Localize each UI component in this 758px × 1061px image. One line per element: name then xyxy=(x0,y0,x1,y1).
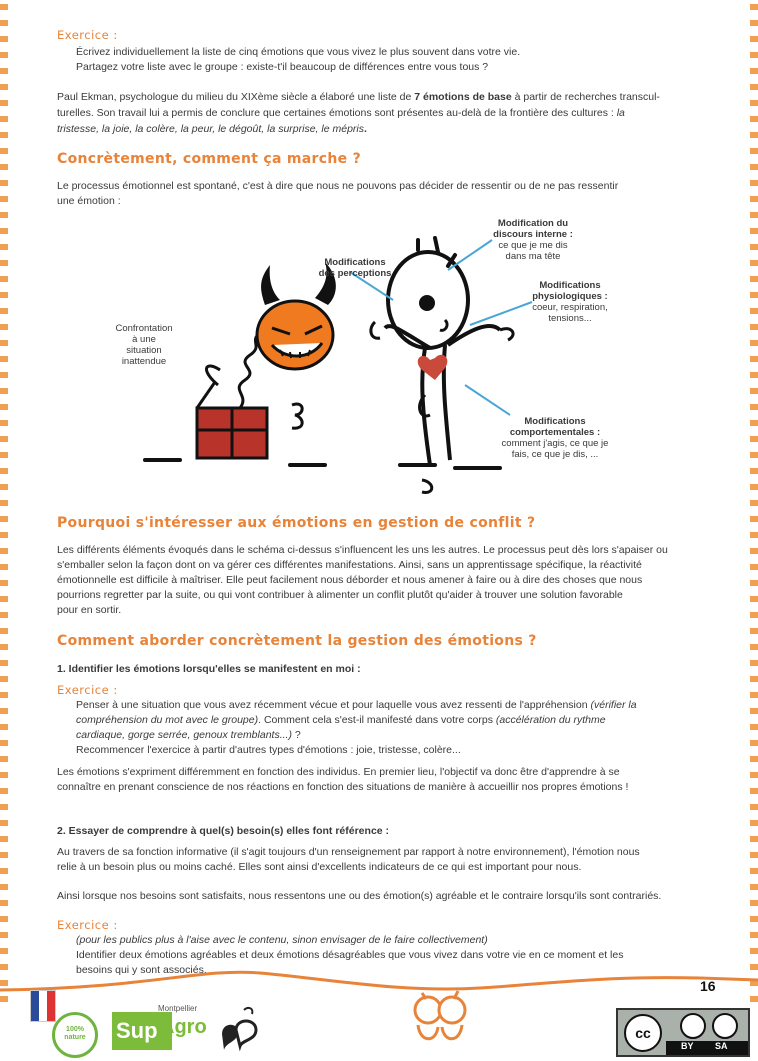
border-dash xyxy=(0,756,8,762)
border-dash xyxy=(750,532,758,538)
border-dash xyxy=(0,196,8,202)
border-dash xyxy=(750,100,758,106)
paragraph-line: connaître en prenant conscience de nos réactions en fonction des situations de manière à accueillir nos propres émotions ! xyxy=(57,781,629,793)
border-dash xyxy=(0,900,8,906)
border-dash xyxy=(0,340,8,346)
border-dash xyxy=(0,36,8,42)
border-dash xyxy=(0,388,8,394)
border-dash xyxy=(750,580,758,586)
border-dash xyxy=(0,68,8,74)
border-dash xyxy=(750,628,758,634)
border-dash xyxy=(0,148,8,154)
exercise-title: Exercice : xyxy=(57,28,118,42)
border-dash xyxy=(750,804,758,810)
border-dash xyxy=(0,932,8,938)
creative-commons-badge: cc BY SA xyxy=(616,1008,750,1057)
border-dash xyxy=(750,916,758,922)
ministry-logo xyxy=(30,990,56,1022)
border-dash xyxy=(0,868,8,874)
border-dash xyxy=(0,52,8,58)
border-dash xyxy=(750,52,758,58)
exercise-title: Exercice : xyxy=(57,918,118,932)
border-dash xyxy=(750,500,758,506)
border-dash xyxy=(750,228,758,234)
border-dash xyxy=(0,804,8,810)
border-dash xyxy=(0,708,8,714)
border-dash xyxy=(750,724,758,730)
border-dash xyxy=(750,484,758,490)
border-dash xyxy=(750,148,758,154)
footer-curve xyxy=(0,968,758,998)
exercise-line: Recommencer l'exercice à partir d'autres types d'émotions : joie, tristesse, colère... xyxy=(76,744,461,756)
border-dash xyxy=(0,100,8,106)
label-physiologiques: Modifications physiologiques : coeur, respiration, tensions... xyxy=(532,280,608,324)
exercise-line: (pour les publics plus à l'aise avec le contenu, sinon envisager de le faire collectivement) xyxy=(76,934,488,946)
border-dash xyxy=(0,484,8,490)
border-dash xyxy=(750,644,758,650)
border-dash xyxy=(750,868,758,874)
border-dash xyxy=(0,420,8,426)
border-dash xyxy=(750,948,758,954)
border-dash xyxy=(0,404,8,410)
border-dash xyxy=(0,180,8,186)
exercise-line: besoins qui y sont associés. xyxy=(76,964,207,976)
border-dash xyxy=(750,852,758,858)
border-dash xyxy=(0,580,8,586)
border-dash xyxy=(0,452,8,458)
border-dash xyxy=(0,116,8,122)
border-dash xyxy=(750,212,758,218)
border-dash xyxy=(750,68,758,74)
paragraph-line: Les émotions s'expriment différemment en fonction des individus. En premier lieu, l'objectif va donc être d'apprendre à se xyxy=(57,766,620,778)
border-dash xyxy=(0,372,8,378)
subsection-title: 2. Essayer de comprendre à quel(s) besoin(s) elles font référence : xyxy=(57,825,390,837)
border-dash xyxy=(0,628,8,634)
border-dash xyxy=(750,564,758,570)
border-dash xyxy=(750,884,758,890)
label-confrontation: Confrontation à une situation inattendue xyxy=(115,323,173,367)
border-dash xyxy=(750,452,758,458)
border-dash xyxy=(0,356,8,362)
border-dash xyxy=(0,212,8,218)
border-dash xyxy=(0,292,8,298)
exercise-line: Identifier deux émotions agréables et deux émotions désagréables que vous vivez dans votre vie en ce moment et les xyxy=(76,949,624,961)
border-dash xyxy=(0,516,8,522)
exercise-line: Partagez votre liste avec le groupe : existe-t'il beaucoup de différences entre vous tous ? xyxy=(76,61,489,73)
border-dash xyxy=(750,516,758,522)
border-dash xyxy=(0,852,8,858)
border-dash xyxy=(0,276,8,282)
border-dash xyxy=(750,324,758,330)
border-dash xyxy=(750,84,758,90)
border-dash xyxy=(0,500,8,506)
border-dash xyxy=(750,340,758,346)
section-title: Concrètement, comment ça marche ? xyxy=(57,151,362,167)
border-dash xyxy=(750,676,758,682)
section-title: Comment aborder concrètement la gestion des émotions ? xyxy=(57,633,537,649)
border-dash xyxy=(750,196,758,202)
border-dash xyxy=(750,468,758,474)
border-dash xyxy=(0,948,8,954)
label-comportementales: Modifications comportementales : comment j'agis, ce que je fais, ce que je dis, ... xyxy=(501,416,609,460)
border-dash xyxy=(0,532,8,538)
border-dash xyxy=(750,404,758,410)
exercise-line: cardiaque, gorge serrée, genoux tremblants...) ? xyxy=(76,729,301,741)
border-dash xyxy=(0,884,8,890)
section-paragraph: Les différents éléments évoqués dans le schéma ci-dessus s'influencent les uns les autres. Le processus peut dès lors s'apaiser ou s'emballer selon la façon dont on va gérer ces différentes manifestations. Ainsi, sans un apprentissage spécifique, la réactivité émotionnelle est difficile à maîtriser. Elle peut facilement nous déborder et nous amener à faire ou à dire des choses que nous pourrions regretter par la suite, ou qui vont contribuer à alimenter un conflit plutôt qu'aider à trouver une solution favorable pour en sortir. xyxy=(57,544,668,616)
border-dash xyxy=(750,660,758,666)
border-dash xyxy=(750,180,758,186)
border-dash xyxy=(0,4,8,10)
border-dash xyxy=(0,164,8,170)
border-dash xyxy=(0,324,8,330)
border-dash xyxy=(750,244,758,250)
border-dash xyxy=(0,660,8,666)
nature-badge-logo: 100% nature xyxy=(52,1012,98,1058)
border-dash xyxy=(750,20,758,26)
subsection-title: 1. Identifier les émotions lorsqu'elles se manifestent en moi : xyxy=(57,663,361,675)
border-dash xyxy=(0,740,8,746)
border-dash xyxy=(750,4,758,10)
border-dash xyxy=(750,276,758,282)
gift-box-icon xyxy=(197,366,267,458)
border-dash xyxy=(750,692,758,698)
border-dash xyxy=(750,548,758,554)
section-paragraph-line: Le processus émotionnel est spontané, c'est à dire que nous ne pouvons pas décider de ressentir ou de ne pas ressentir xyxy=(57,180,619,192)
connector-line xyxy=(465,385,510,415)
border-dash xyxy=(0,788,8,794)
border-dash xyxy=(0,244,8,250)
ekman-paragraph-line: tristesse, la joie, la colère, la peur, le dégoût, la surprise, le mépris. xyxy=(57,123,367,135)
border-dash xyxy=(750,164,758,170)
exercise-line: Écrivez individuellement la liste de cinq émotions que vous vivez le plus souvent dans votre vie. xyxy=(76,46,521,58)
border-dash xyxy=(0,916,8,922)
section-paragraph-line: une émotion : xyxy=(57,195,121,207)
border-dash xyxy=(0,612,8,618)
page-number: 16 xyxy=(700,978,716,994)
border-dash xyxy=(750,388,758,394)
border-dash xyxy=(0,596,8,602)
border-dash xyxy=(750,132,758,138)
border-dash xyxy=(0,772,8,778)
section-title: Pourquoi s'intéresser aux émotions en gestion de conflit ? xyxy=(57,515,536,531)
border-dash xyxy=(0,228,8,234)
left-dashed-border xyxy=(0,0,8,1061)
border-dash xyxy=(0,820,8,826)
border-dash xyxy=(0,84,8,90)
border-dash xyxy=(750,372,758,378)
border-dash xyxy=(750,420,758,426)
border-dash xyxy=(750,708,758,714)
scribble-mark xyxy=(292,404,302,428)
border-dash xyxy=(750,820,758,826)
label-discours-interne: Modification du discours interne : ce que je me dis dans ma tête xyxy=(493,218,573,262)
border-dash xyxy=(750,436,758,442)
border-dash xyxy=(0,548,8,554)
border-dash xyxy=(0,20,8,26)
border-dash xyxy=(0,836,8,842)
border-dash xyxy=(750,292,758,298)
paragraph-line: Ainsi lorsque nos besoins sont satisfaits, nous ressentons une ou des émotion(s) agréable et le contraire lorsqu'ils sont contrariés. xyxy=(57,890,662,902)
border-dash xyxy=(750,260,758,266)
border-dash xyxy=(750,308,758,314)
speech-bubbles-icon xyxy=(218,1004,262,1054)
exercise-line: Penser à une situation que vous avez récemment vécue et pour laquelle vous avez ressenti de l'appréhension (vérifier la xyxy=(76,699,637,711)
characters-icon xyxy=(408,985,472,1047)
border-dash xyxy=(750,740,758,746)
paragraph-line: Au travers de sa fonction informative (il s'agit toujours d'un renseignement par rapport à notre environnement), l'émotion nous xyxy=(57,846,640,858)
border-dash xyxy=(750,772,758,778)
border-dash xyxy=(750,836,758,842)
border-dash xyxy=(0,308,8,314)
border-dash xyxy=(750,756,758,762)
exercise-title: Exercice : xyxy=(57,683,118,697)
border-dash xyxy=(750,612,758,618)
right-dashed-border xyxy=(750,0,758,1061)
border-dash xyxy=(750,900,758,906)
border-dash xyxy=(0,468,8,474)
border-dash xyxy=(0,692,8,698)
devil-jack-in-box-icon xyxy=(239,262,336,408)
border-dash xyxy=(750,356,758,362)
border-dash xyxy=(750,932,758,938)
montpellier-label: Montpellier xyxy=(158,1004,198,1013)
exercise-line: compréhension du mot avec le groupe). Comment cela s'est-il manifesté dans votre corps (accélération du rythme xyxy=(76,714,606,726)
border-dash xyxy=(0,564,8,570)
border-dash xyxy=(0,436,8,442)
agro-label: Agro xyxy=(160,1016,207,1038)
ekman-paragraph-line: Paul Ekman, psychologue du milieu du XIXème siècle a élaboré une liste de 7 émotions de base à partir de recherches transcul- xyxy=(57,91,660,103)
border-dash xyxy=(0,644,8,650)
border-dash xyxy=(0,260,8,266)
border-dash xyxy=(750,596,758,602)
border-dash xyxy=(0,132,8,138)
border-dash xyxy=(0,676,8,682)
ekman-paragraph-line: turelles. Son travail lui a permis de conclure que certaines émotions sont présentes au-delà de la frontière des cultures : la xyxy=(57,107,625,119)
border-dash xyxy=(750,788,758,794)
label-perceptions: Modifications des perceptions xyxy=(318,257,392,279)
border-dash xyxy=(750,116,758,122)
supagro-logo: Sup xyxy=(112,1012,172,1050)
border-dash xyxy=(0,724,8,730)
paragraph-line: relie à un besoin plus ou moins caché. Elles sont ainsi d'excellents indicateurs de ce qui est important pour nous. xyxy=(57,861,582,873)
border-dash xyxy=(750,36,758,42)
